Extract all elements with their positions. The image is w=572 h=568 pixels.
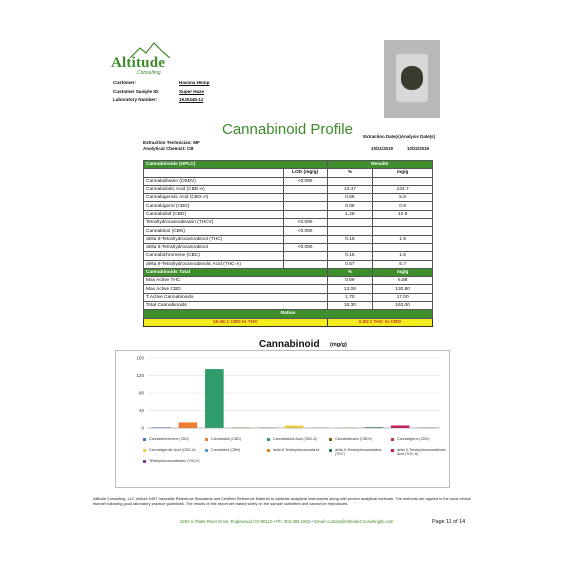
percent-value <box>327 177 373 185</box>
sample-id-label: Customer Sample ID: <box>113 88 160 94</box>
mg-value <box>373 177 433 185</box>
mg-value: 0.9 <box>373 202 433 210</box>
totals-pct-header: % <box>327 268 373 276</box>
technician-info <box>143 140 200 152</box>
lod-value: <0.090 <box>283 177 327 185</box>
ratios-header <box>144 310 433 318</box>
col-mg: mg/g <box>373 169 433 177</box>
analyte-name: Cannabidivarin (CBDV) <box>144 177 284 185</box>
mg-value: 134.7 <box>373 185 433 193</box>
analyte-name: delta 8-Tetrahydrocannabinol <box>144 243 284 251</box>
table-row <box>144 185 433 193</box>
col-percent: % <box>327 169 373 177</box>
table-row <box>144 210 433 218</box>
analyte-name: Cannabichromene (CBC) <box>144 252 284 260</box>
total-mg: 130.80 <box>373 285 433 293</box>
total-name: Total Cannabinoids <box>144 302 328 310</box>
analysis-date-label: Analysis Date(s) <box>400 134 436 139</box>
extraction-date-value: 10/21/2019 <box>371 146 393 151</box>
legend-swatch <box>143 449 146 452</box>
lod-value <box>283 260 327 268</box>
analyte-name: Cannabidiol (CBD) <box>144 210 284 218</box>
total-mg: 163.00 <box>373 302 433 310</box>
customer-value: Havana Hemp <box>179 80 210 85</box>
bar <box>205 369 224 428</box>
analyte-name: Cannabidiolic Acid (CBD-A) <box>144 185 284 193</box>
lod-value <box>283 194 327 202</box>
bar <box>179 422 198 428</box>
legend-swatch <box>329 438 332 441</box>
percent-value <box>327 227 373 235</box>
lod-value <box>283 202 327 210</box>
analyte-name: delta 9-Tetrahydrocannabinolic Acid (THC-A) <box>144 260 284 268</box>
legend-label: Cannabidiol (CBD) <box>211 437 241 441</box>
legend-swatch <box>205 438 208 441</box>
y-tick-label: 160 <box>136 355 144 361</box>
percent-value: 0.09 <box>327 202 373 210</box>
lab-number-value: 19J0445-11 <box>179 97 204 102</box>
y-tick-label: 120 <box>136 373 144 378</box>
ratio-cbd-thc: 19.46:1 CBD to THC <box>144 318 328 326</box>
legend-swatch <box>267 449 270 452</box>
legend-item <box>143 459 201 463</box>
total-percent: 1.70 <box>327 293 373 301</box>
customer-label: Customer: <box>113 80 136 85</box>
percent-value: 0.57 <box>327 260 373 268</box>
totals-row <box>144 302 433 310</box>
legend-label: Tetrahydrocannabivarin (THCV) <box>149 459 200 463</box>
page-number: Page 11 of 14 <box>432 519 466 525</box>
legend-item <box>391 448 449 456</box>
ratios-label: Ratios <box>144 310 433 318</box>
total-name: Max Active THC <box>144 277 328 285</box>
legend-item <box>205 437 263 441</box>
legend-item <box>267 437 325 441</box>
total-name: T.Active Cannabinoids <box>144 293 328 301</box>
bar-chart <box>115 350 448 434</box>
percent-value <box>327 243 373 251</box>
analyte-name: delta 9-Tetrahydrocannabinol (THC) <box>144 235 284 243</box>
sample-photo <box>384 40 440 118</box>
cannabinoid-table <box>143 160 433 327</box>
table-row <box>144 177 433 185</box>
total-percent: 0.69 <box>327 277 373 285</box>
mg-value: 5.8 <box>373 194 433 202</box>
table-row <box>144 235 433 243</box>
legend-label: delta 8-Tetrahydrocannabinol <box>273 448 320 452</box>
percent-value: 13.47 <box>327 185 373 193</box>
page-title: Cannabinoid Profile <box>222 121 353 138</box>
col-lod: LOD (mg/g) <box>283 169 327 177</box>
chart-title: Cannabinoid <box>259 339 320 350</box>
disclaimer: Altitude Consulting, LLC utilizes NIST traceable Reference Standards and Certified Reference Material to calibrate analytical instruments along with proven analytical methods. The methods are applied in the most ethical manner following good laboratory practice guidelines. The results of this report are based solely on the sample submitted and cannot be reproduced. <box>93 496 471 506</box>
table-row <box>144 243 433 251</box>
legend-item <box>329 437 387 441</box>
lod-value <box>283 185 327 193</box>
legend-item <box>267 448 325 452</box>
legend-item <box>143 448 201 452</box>
legend-item <box>391 437 449 441</box>
lod-value: <0.090 <box>283 219 327 227</box>
y-tick-label: 80 <box>138 390 144 396</box>
legend-swatch <box>143 438 146 441</box>
analyte-name: Cannabinol (CBN) <box>144 227 284 235</box>
analyte-name: Cannabigerol (CBG) <box>144 202 284 210</box>
logo-text: Altitude <box>111 55 166 71</box>
table-row <box>144 260 433 268</box>
mg-value <box>373 219 433 227</box>
legend-item <box>329 448 387 456</box>
table-header <box>144 161 433 169</box>
mg-value: 1.9 <box>373 235 433 243</box>
sample-id-value: Super Haze <box>179 88 205 94</box>
total-name: Max Active CBD <box>144 285 328 293</box>
legend-label: delta 9-Tetrahydrocannabinol (THC) <box>335 448 382 456</box>
lod-value: <0.090 <box>283 227 327 235</box>
percent-value: 0.15 <box>327 252 373 260</box>
legend-label: Cannabidiolic Acid (CBD-A) <box>273 437 317 441</box>
extraction-date-label: Extraction Date(s) <box>363 134 401 139</box>
total-mg: 17.00 <box>373 293 433 301</box>
lod-value: <0.090 <box>283 243 327 251</box>
percent-value <box>327 219 373 227</box>
analytical-chemist: Analytical Chemist: CB <box>143 146 194 151</box>
logo-subtitle: Consulting <box>137 70 161 76</box>
ratio-thc-cbd: 0.05:1 THC to CBD <box>327 318 432 326</box>
mg-value: 1.5 <box>373 252 433 260</box>
total-percent: 13.08 <box>327 285 373 293</box>
mg-value: 12.8 <box>373 210 433 218</box>
legend-swatch <box>143 460 146 463</box>
lod-value <box>283 235 327 243</box>
table-row <box>144 252 433 260</box>
analysis-date-value: 10/22/2019 <box>407 146 429 151</box>
totals-row <box>144 293 433 301</box>
legend-swatch <box>391 449 394 452</box>
table-row <box>144 202 433 210</box>
total-mg: 6.88 <box>373 277 433 285</box>
totals-label: Cannabinoids Total <box>144 268 328 276</box>
total-percent: 16.30 <box>327 302 373 310</box>
table-row <box>144 194 433 202</box>
section-label: Cannabinoids (HPLC) <box>144 161 328 169</box>
percent-value: 1.28 <box>327 210 373 218</box>
totals-header <box>144 268 433 276</box>
legend-label: Cannabichromene (CBC) <box>149 437 190 441</box>
lod-value <box>283 252 327 260</box>
mg-value <box>373 243 433 251</box>
results-label: Results <box>327 161 432 169</box>
legend-label: delta 9-Tetrahydrocannabinolic Acid (THC-A) <box>397 448 446 456</box>
legend-label: Cannabinol (CBN) <box>211 448 241 452</box>
legend-label: Cannabigerolic Acid (CBG-A) <box>149 448 196 452</box>
sample-info <box>113 79 209 105</box>
table-row <box>144 219 433 227</box>
table-row <box>144 227 433 235</box>
legend-swatch <box>205 449 208 452</box>
totals-mg-header: mg/g <box>373 268 433 276</box>
percent-value: 0.19 <box>327 235 373 243</box>
lod-value <box>283 210 327 218</box>
y-tick-label: 0 <box>141 425 144 431</box>
mg-value: 5.7 <box>373 260 433 268</box>
column-headers <box>144 169 433 177</box>
lab-number-label: Laboratory Number: <box>113 97 158 102</box>
legend-label: Cannabidivarin (CBDV) <box>335 437 373 441</box>
totals-row <box>144 285 433 293</box>
analyte-name: Cannabigerolic Acid (CBG-A) <box>144 194 284 202</box>
legend-item <box>205 448 263 452</box>
analyte-name: Tetrahydrocannabivarin (THCV) <box>144 219 284 227</box>
bar <box>285 425 304 428</box>
bar <box>391 426 410 428</box>
ratios-row <box>144 318 433 326</box>
chart-units: (mg/g) <box>330 342 347 348</box>
totals-row <box>144 277 433 285</box>
legend-item <box>143 437 201 441</box>
extraction-technician: Extraction Technician: MF <box>143 140 200 145</box>
mg-value <box>373 227 433 235</box>
percent-value: 0.58 <box>327 194 373 202</box>
legend-label: Cannabigerol (CBG) <box>397 437 430 441</box>
contact-address: 3262 S Platte River Drive, Englewood CO 80110 • Ph: 303.388.1662 • Email: contact@AltitudeConsultingllc.com <box>180 519 394 524</box>
y-tick-label: 40 <box>138 408 144 413</box>
legend-swatch <box>329 449 332 452</box>
legend-swatch <box>391 438 394 441</box>
legend-swatch <box>267 438 270 441</box>
